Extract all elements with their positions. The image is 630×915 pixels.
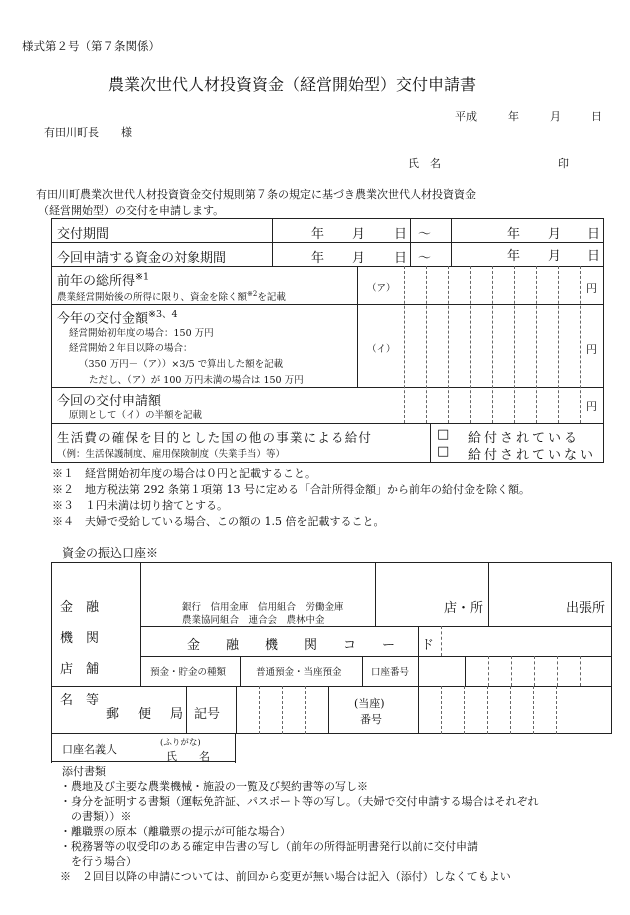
prev-income-label: 前年の総所得$^{※1}$ <box>57 271 150 289</box>
toza-label: (当座) <box>354 697 385 710</box>
mark-i: （イ） <box>367 344 396 355</box>
prev-income-yen: 円 <box>586 282 597 295</box>
footnote-2: ※２ 地方税法第 292 条第１項第 13 号に定める「合計所得金額」から前年の給付金を除く額。 <box>52 483 530 496</box>
date-era: 平成 <box>455 110 477 123</box>
target-end-month: 月 <box>548 249 562 264</box>
bank-side-label-1: 金 融 <box>60 600 100 615</box>
account-number-label: 口座番号 <box>371 667 410 678</box>
mark-a: （ア） <box>367 283 396 294</box>
date-year: 年 <box>508 110 519 123</box>
attachment-note: ※ ２回目以降の申請については、前回から変更が無い場合は記入（添付）しなくてもよい <box>60 870 511 883</box>
post-office-label: 郵 便 局 <box>106 707 187 722</box>
branch-label: 店・所 <box>444 601 484 616</box>
target-start-day: 日 <box>394 251 408 266</box>
target-start-month: 月 <box>352 251 366 266</box>
attachment-2-cont: の書類））※ <box>60 810 132 823</box>
bank-side-label-2: 機 関 <box>60 631 100 646</box>
option-not-received: 給付されていない <box>468 448 597 463</box>
grant-note-1: 経営開始初年度の場合：150 万円 <box>69 328 214 339</box>
attachment-4-cont: を行う場合） <box>60 855 137 868</box>
bank-code-label: 金 融 機 関 コ ー ド <box>187 638 435 653</box>
bank-types-line-1: 銀行 信用金庫 信用組合 労働金庫 <box>182 602 344 613</box>
period-end-year: 年 <box>507 227 521 242</box>
furigana-label: (ふりがな) <box>160 738 201 748</box>
checkbox-received[interactable]: □ <box>437 427 450 442</box>
deposit-type-value: 普通預金・当座預金 <box>256 667 342 678</box>
request-amount-label: 今回の交付申請額 <box>57 394 162 409</box>
number-label: 番号 <box>360 713 382 726</box>
period-start-year: 年 <box>311 227 325 242</box>
holder-name-label: 氏 名 <box>166 750 210 763</box>
bank-side-label-4: 名 等 <box>60 693 100 708</box>
footnote-3: ※３ １円未満は切り捨てとする。 <box>52 499 228 512</box>
option-received: 給付されている <box>468 431 581 446</box>
period-tilde: ～ <box>418 227 432 242</box>
period-start-day: 日 <box>394 227 408 242</box>
grant-period-label: 交付期間 <box>57 227 110 242</box>
page-title: 農業次世代人材投資資金（経営開始型）交付申請書 <box>108 75 477 94</box>
prev-income-note: 農業経営開始後の所得に限り、資金を除く額$^{※2}$を記載 <box>57 289 286 303</box>
attachment-3: ・離職票の原本（離職票の提示が可能な場合） <box>60 825 291 838</box>
target-period-label: 今回申請する資金の対象期間 <box>57 251 227 266</box>
footnote-4: ※４ 夫婦で受給している場合、この額の 1.5 倍を記載すること。 <box>52 515 385 528</box>
period-start-month: 月 <box>352 227 366 242</box>
form-number: 様式第２号（第７条関係） <box>22 39 160 53</box>
target-end-day: 日 <box>587 249 601 264</box>
bank-side-label-3: 店 舗 <box>60 662 100 677</box>
attachment-1: ・農地及び主要な農業機械・施設の一覧及び契約書等の写し※ <box>60 780 368 793</box>
footnote-1: ※１ 経営開始初年度の場合は０円と記載すること。 <box>52 467 316 480</box>
other-benefit-note: （例：生活保護制度、雇用保険制度（失業手当）等） <box>57 449 286 460</box>
target-start-year: 年 <box>311 251 325 266</box>
attachment-2: ・身分を証明する書類（運転免許証、パスポート等の写し。（夫婦で交付申請する場合はそれぞれ <box>60 795 539 808</box>
account-holder-label: 口座名義人 <box>62 743 117 756</box>
grant-amount-yen: 円 <box>586 343 597 356</box>
grant-note-2: 経営開始２年目以降の場合： <box>69 343 193 354</box>
grant-amount-label: 今年の交付金額$^{※3、4}$ <box>57 309 178 327</box>
addressee: 有田川町長 様 <box>44 126 132 139</box>
intro-line-2: （経営開始型）の交付を申請します。 <box>38 204 225 217</box>
target-tilde: ～ <box>418 251 432 266</box>
target-end-year: 年 <box>507 249 521 264</box>
applicant-name-label: 氏 名 <box>408 157 441 170</box>
symbol-label: 記号 <box>194 707 221 722</box>
bank-types-line-2: 農業協同組合 連合会 農林中金 <box>182 615 325 626</box>
intro-line-1: 有田川町農業次世代人材投資資金交付規則第７条の規定に基づき農業次世代人材投資資金 <box>36 188 476 201</box>
date-day: 日 <box>591 110 602 123</box>
applicant-seal: 印 <box>558 157 569 170</box>
attachment-4: ・税務署等の収受印のある確定申告書の写し（前年の所得証明書発行以前に交付申請 <box>60 840 478 853</box>
period-end-month: 月 <box>548 227 562 242</box>
period-end-day: 日 <box>587 227 601 242</box>
grant-note-3: （350 万円－（ア））×3/5 で算出した額を記載 <box>79 359 284 370</box>
sub-branch-label: 出張所 <box>566 601 606 616</box>
bank-account-title: 資金の振込口座※ <box>62 546 159 560</box>
grant-note-4: ただし、（ア）が 100 万円未満の場合は 150 万円 <box>89 375 304 386</box>
attachments-title: 添付書類 <box>62 765 106 778</box>
date-month: 月 <box>550 110 561 123</box>
checkbox-not-received[interactable]: □ <box>437 444 450 459</box>
other-benefit-label: 生活費の確保を目的とした国の他の事業による給付 <box>57 430 373 445</box>
request-amount-yen: 円 <box>586 400 597 413</box>
deposit-type-label: 預金・貯金の種類 <box>150 667 227 678</box>
request-amount-note: 原則として（イ）の半額を記載 <box>69 410 203 421</box>
